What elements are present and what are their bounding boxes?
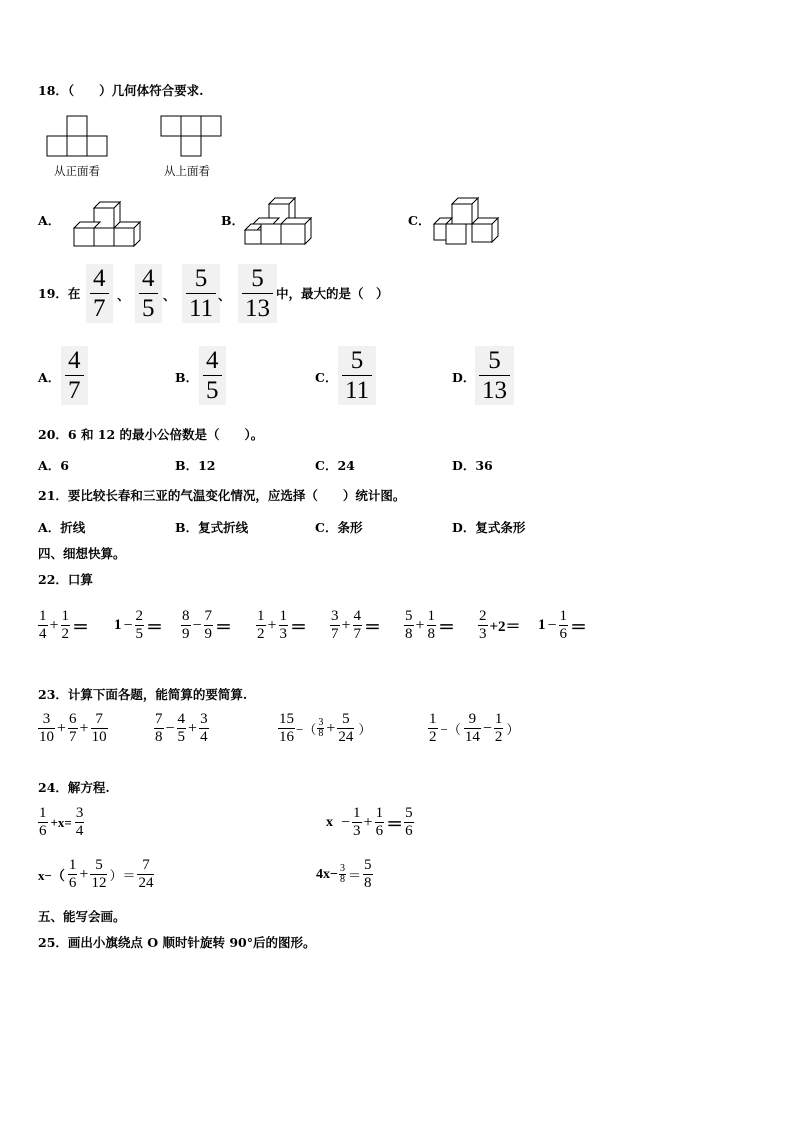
numerator: 1 bbox=[494, 711, 503, 727]
q19-prefix: 19．在 bbox=[38, 286, 81, 301]
q23-expression-4 bbox=[428, 712, 519, 745]
equals-sign: ＝ bbox=[290, 618, 308, 637]
equals-sign: ＝ bbox=[146, 618, 164, 637]
denominator: 9 bbox=[204, 626, 213, 642]
whole-number: 1 bbox=[114, 617, 122, 633]
numerator: 1 bbox=[279, 608, 288, 624]
numerator: 4 bbox=[142, 265, 155, 292]
equals-sign: ＝ bbox=[215, 618, 233, 637]
operator: + bbox=[415, 616, 425, 634]
q23-expression-1 bbox=[38, 712, 108, 745]
numerator: 1 bbox=[429, 711, 437, 727]
numerator: 7 bbox=[142, 857, 150, 873]
q25-text: 25．画出小旗绕点 O 顺时针旋转 90°后的图形。 bbox=[38, 935, 316, 950]
q23-expression-2 bbox=[154, 712, 209, 745]
front-view-caption: 从正面看 bbox=[54, 164, 100, 178]
numerator: 5 bbox=[350, 347, 364, 374]
numerator: 5 bbox=[342, 711, 350, 727]
q24-title: 24．解方程. bbox=[38, 780, 110, 795]
q24-equation-2 bbox=[326, 806, 414, 839]
numerator: 2 bbox=[479, 608, 487, 624]
q19-option-b-label[interactable]: B． bbox=[175, 370, 199, 385]
denominator: 4 bbox=[200, 729, 208, 745]
operator: − bbox=[123, 616, 133, 634]
q20-option-d[interactable]: D．36 bbox=[452, 458, 493, 473]
top-view-caption: 从上面看 bbox=[164, 164, 210, 178]
whole-number: 1 bbox=[538, 617, 546, 633]
denominator: 13 bbox=[242, 293, 273, 321]
section5-heading: 五、能写会画。 bbox=[38, 909, 126, 924]
denominator: 8 bbox=[339, 874, 345, 885]
denominator: 3 bbox=[353, 823, 361, 839]
q23-title: 23．计算下面各题，能简算的要简算. bbox=[38, 687, 248, 702]
q19-option-d-fraction bbox=[475, 346, 514, 405]
denominator: 7 bbox=[353, 626, 362, 642]
numerator: 4 bbox=[93, 265, 106, 292]
q21-text: 21．要比较长春和三亚的气温变化情况，应选择（ ）统计图。 bbox=[38, 488, 406, 503]
q19-fraction-1 bbox=[86, 264, 113, 323]
q23-expression-3 bbox=[278, 712, 371, 745]
denominator: 6 bbox=[405, 823, 413, 839]
operator: + bbox=[79, 865, 89, 883]
q22-item-e bbox=[330, 609, 381, 642]
q21-option-d[interactable]: D．复式条形 bbox=[452, 520, 526, 535]
option-b-solid-figure bbox=[243, 196, 315, 248]
denominator: 6 bbox=[39, 823, 47, 839]
denominator: 8 bbox=[155, 729, 163, 745]
denominator: 13 bbox=[479, 375, 510, 403]
q22-title: 22．口算 bbox=[38, 572, 93, 587]
plus-two-equals: +2＝ bbox=[489, 619, 521, 635]
operator: + bbox=[326, 719, 336, 737]
equals-sign: ＝ bbox=[570, 618, 588, 637]
q19-option-d-label[interactable]: D． bbox=[452, 370, 476, 385]
denominator: 7 bbox=[65, 375, 84, 403]
numerator: 5 bbox=[405, 805, 413, 821]
denominator: 4 bbox=[75, 823, 84, 839]
q22-item-h bbox=[538, 609, 587, 642]
operator: − bbox=[482, 719, 492, 737]
numerator: 6 bbox=[69, 711, 77, 727]
denominator: 10 bbox=[91, 729, 107, 745]
denominator: 10 bbox=[39, 729, 54, 745]
equals-sign: ＝ bbox=[72, 618, 90, 637]
separator: 、 bbox=[117, 288, 130, 303]
numerator: 1 bbox=[257, 608, 265, 624]
q18-text: 18．（ ）几何体符合要求. bbox=[38, 83, 204, 98]
q20-option-b[interactable]: B．12 bbox=[175, 458, 216, 473]
variable-x: x bbox=[326, 814, 333, 830]
q19-fraction-2 bbox=[135, 264, 162, 323]
numerator: 5 bbox=[405, 608, 413, 624]
q19-suffix: 中，最大的是（ ） bbox=[276, 286, 389, 301]
section4-heading: 四、细想快算。 bbox=[38, 546, 126, 561]
denominator: 2 bbox=[257, 626, 265, 642]
numerator: 4 bbox=[206, 347, 219, 374]
numerator: 8 bbox=[182, 608, 190, 624]
denominator: 8 bbox=[427, 626, 436, 642]
denominator: 6 bbox=[68, 875, 77, 891]
numerator: 2 bbox=[135, 608, 144, 624]
operator: + bbox=[363, 813, 373, 831]
equals-sign: ＝ bbox=[364, 618, 382, 637]
operator: + bbox=[341, 616, 351, 634]
denominator: 6 bbox=[375, 823, 384, 839]
q22-item-c bbox=[181, 609, 232, 642]
denominator: 5 bbox=[177, 729, 186, 745]
operator: − bbox=[192, 616, 202, 634]
q18-option-b[interactable]: B． bbox=[221, 213, 245, 228]
operator: − bbox=[547, 616, 557, 634]
four-x-minus: 4x− bbox=[316, 866, 338, 882]
q22-item-b bbox=[114, 609, 163, 642]
close-paren: ） bbox=[506, 722, 520, 737]
q18-option-a[interactable]: A． bbox=[38, 213, 61, 228]
option-c-solid-figure bbox=[430, 196, 502, 248]
denominator: 2 bbox=[429, 729, 437, 745]
operator: − bbox=[165, 719, 175, 737]
q20-option-a[interactable]: A．6 bbox=[38, 458, 69, 473]
numerator: 1 bbox=[39, 608, 47, 624]
operator: + bbox=[57, 719, 67, 737]
numerator: 4 bbox=[177, 711, 186, 727]
q21-option-c[interactable]: C．条形 bbox=[315, 520, 363, 535]
operator: + bbox=[79, 719, 89, 737]
numerator: 5 bbox=[251, 265, 264, 292]
numerator: 3 bbox=[75, 805, 84, 821]
q19-option-b-fraction bbox=[199, 346, 226, 405]
x-minus-open-paren: x−（ bbox=[38, 868, 65, 883]
q20-text: 20．6 和 12 的最小公倍数是（ ）。 bbox=[38, 427, 264, 442]
operator-open-paren: −（ bbox=[296, 722, 317, 737]
q19-option-a-fraction bbox=[61, 346, 88, 405]
numerator: 9 bbox=[468, 711, 477, 727]
denominator: 2 bbox=[61, 626, 70, 642]
denominator: 11 bbox=[186, 293, 216, 321]
denominator: 3 bbox=[479, 626, 487, 642]
q21-option-a[interactable]: A．折线 bbox=[38, 520, 86, 535]
q21-option-b[interactable]: B．复式折线 bbox=[175, 520, 249, 535]
numerator: 3 bbox=[200, 711, 208, 727]
q22-item-g bbox=[478, 609, 521, 642]
denominator: 16 bbox=[279, 729, 294, 745]
q19-fraction-3 bbox=[182, 264, 220, 323]
denominator: 14 bbox=[464, 729, 480, 745]
denominator: 8 bbox=[318, 728, 324, 739]
front-view-figure bbox=[46, 114, 110, 160]
numerator: 1 bbox=[39, 805, 47, 821]
numerator: 15 bbox=[279, 711, 294, 727]
denominator: 4 bbox=[39, 626, 47, 642]
numerator: 7 bbox=[204, 608, 213, 624]
numerator: 5 bbox=[364, 857, 372, 873]
q18-option-c[interactable]: C． bbox=[408, 213, 431, 228]
denominator: 8 bbox=[405, 626, 413, 642]
q22-item-d bbox=[256, 609, 307, 642]
denominator: 11 bbox=[342, 375, 372, 403]
numerator: 1 bbox=[68, 857, 77, 873]
numerator: 3 bbox=[339, 863, 345, 874]
close-paren: ） bbox=[358, 722, 372, 737]
numerator: 7 bbox=[95, 711, 103, 727]
numerator: 1 bbox=[559, 608, 568, 624]
operator: + bbox=[49, 616, 59, 634]
top-view-figure bbox=[160, 114, 224, 160]
plus-x-equals: +x= bbox=[50, 814, 72, 830]
q20-option-c[interactable]: C．24 bbox=[315, 458, 355, 473]
numerator: 1 bbox=[353, 805, 361, 821]
q19-option-c-fraction bbox=[338, 346, 376, 405]
numerator: 7 bbox=[155, 711, 163, 727]
numerator: 3 bbox=[331, 608, 339, 624]
numerator: 3 bbox=[42, 711, 51, 727]
numerator: 5 bbox=[95, 857, 103, 873]
q19-option-a-label[interactable]: A． bbox=[38, 370, 61, 385]
numerator: 5 bbox=[488, 347, 501, 374]
q22-item-f bbox=[404, 609, 455, 642]
operator: − bbox=[341, 813, 351, 831]
operator-open-paren: −（ bbox=[440, 722, 461, 737]
close-paren-equals: ）＝ bbox=[109, 868, 136, 883]
equals-sign: ＝ bbox=[386, 815, 404, 834]
q22-item-a bbox=[38, 609, 89, 642]
denominator: 2 bbox=[494, 729, 503, 745]
numerator: 5 bbox=[194, 265, 208, 292]
denominator: 8 bbox=[364, 875, 372, 891]
denominator: 24 bbox=[338, 729, 354, 745]
numerator: 1 bbox=[375, 805, 384, 821]
denominator: 3 bbox=[279, 626, 288, 642]
q19-fraction-4 bbox=[238, 264, 277, 323]
numerator: 1 bbox=[61, 608, 70, 624]
denominator: 5 bbox=[139, 293, 158, 321]
numerator: 1 bbox=[427, 608, 436, 624]
denominator: 7 bbox=[69, 729, 77, 745]
separator: 、 bbox=[218, 288, 231, 303]
operator: + bbox=[188, 719, 198, 737]
denominator: 24 bbox=[138, 875, 154, 891]
numerator: 4 bbox=[68, 347, 81, 374]
equals-sign: ＝ bbox=[438, 618, 456, 637]
numerator: 4 bbox=[353, 608, 362, 624]
q24-equation-3 bbox=[38, 858, 154, 891]
q24-equation-4 bbox=[316, 858, 373, 891]
equals-sign: ＝ bbox=[347, 868, 361, 883]
option-a-solid-figure bbox=[72, 200, 144, 248]
denominator: 7 bbox=[90, 293, 109, 321]
denominator: 6 bbox=[559, 626, 568, 642]
denominator: 7 bbox=[331, 626, 339, 642]
denominator: 12 bbox=[91, 875, 107, 891]
denominator: 5 bbox=[203, 375, 222, 403]
q19-option-c-label[interactable]: C． bbox=[315, 370, 338, 385]
operator: + bbox=[267, 616, 277, 634]
separator: 、 bbox=[163, 288, 176, 303]
q24-equation-1 bbox=[38, 806, 84, 839]
denominator: 9 bbox=[182, 626, 190, 642]
numerator: 3 bbox=[318, 717, 324, 728]
denominator: 5 bbox=[135, 626, 144, 642]
